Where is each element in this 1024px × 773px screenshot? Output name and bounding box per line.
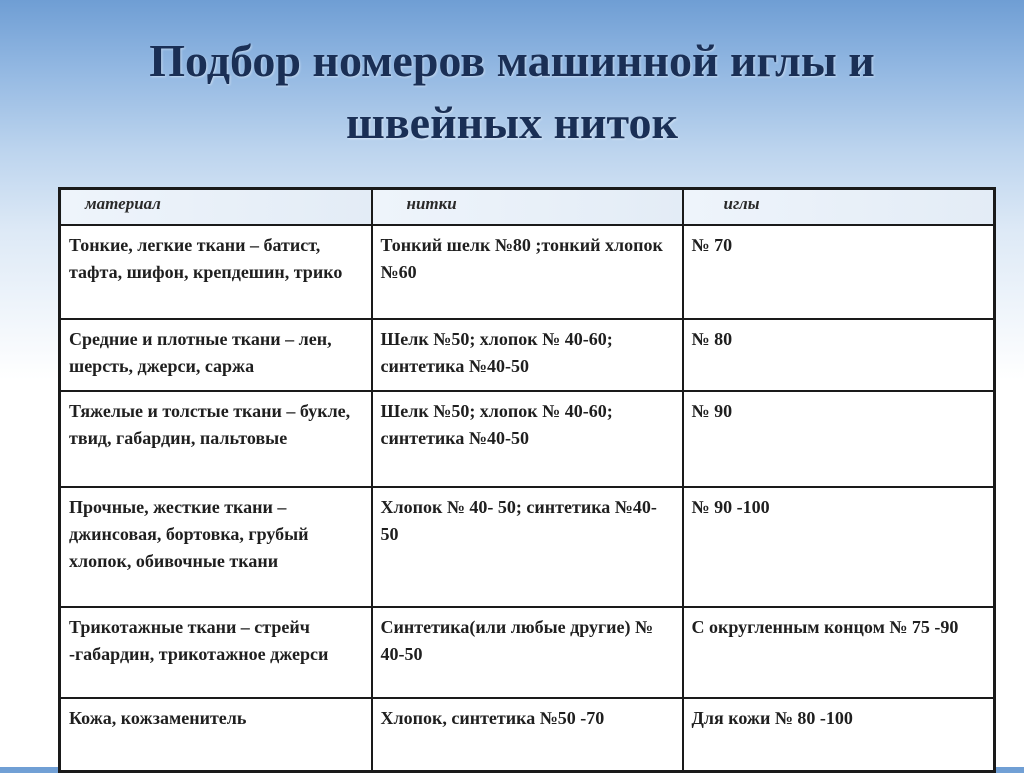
material-cell: Средние и плотные ткани – лен, шерсть, джерси, саржа [60, 319, 372, 391]
needle-thread-table [58, 187, 996, 773]
table-row [60, 391, 995, 487]
table-row [60, 607, 995, 698]
material-cell: Прочные, жесткие ткани – джинсовая, бортовка, грубый хлопок, обивочные ткани [60, 487, 372, 607]
table-row [60, 319, 995, 391]
material-cell: Кожа, кожзаменитель [60, 698, 372, 772]
header-needles: иглы [683, 189, 995, 226]
needles-cell: № 90 [683, 391, 995, 487]
table-row [60, 698, 995, 772]
threads-cell: Шелк №50; хлопок № 40-60; синтетика №40-50 [372, 319, 683, 391]
threads-cell: Тонкий шелк №80 ;тонкий хлопок №60 [372, 225, 683, 319]
table-row [60, 225, 995, 319]
page-title [0, 30, 1024, 154]
needles-cell: Для кожи № 80 -100 [683, 698, 995, 772]
material-cell: Тонкие, легкие ткани – батист, тафта, шифон, крепдешин, трико [60, 225, 372, 319]
threads-cell: Хлопок, синтетика №50 -70 [372, 698, 683, 772]
needles-cell: № 90 -100 [683, 487, 995, 607]
header-material: материал [60, 189, 372, 226]
needles-cell: С округленным концом № 75 -90 [683, 607, 995, 698]
threads-cell: Синтетика(или любые другие) № 40-50 [372, 607, 683, 698]
material-cell: Трикотажные ткани – стрейч -габардин, трикотажное джерси [60, 607, 372, 698]
page-title-line-2: швейных ниток [345, 97, 679, 148]
header-threads: нитки [372, 189, 683, 226]
needles-cell: № 70 [683, 225, 995, 319]
needles-cell: № 80 [683, 319, 995, 391]
threads-cell: Шелк №50; хлопок № 40-60; синтетика №40-50 [372, 391, 683, 487]
page-title-line-1: Подбор номеров машинной иглы и [149, 35, 875, 86]
material-cell: Тяжелые и толстые ткани – букле, твид, габардин, пальтовые [60, 391, 372, 487]
table-row [60, 487, 995, 607]
threads-cell: Хлопок № 40- 50; синтетика №40-50 [372, 487, 683, 607]
table-header-row [60, 189, 995, 226]
